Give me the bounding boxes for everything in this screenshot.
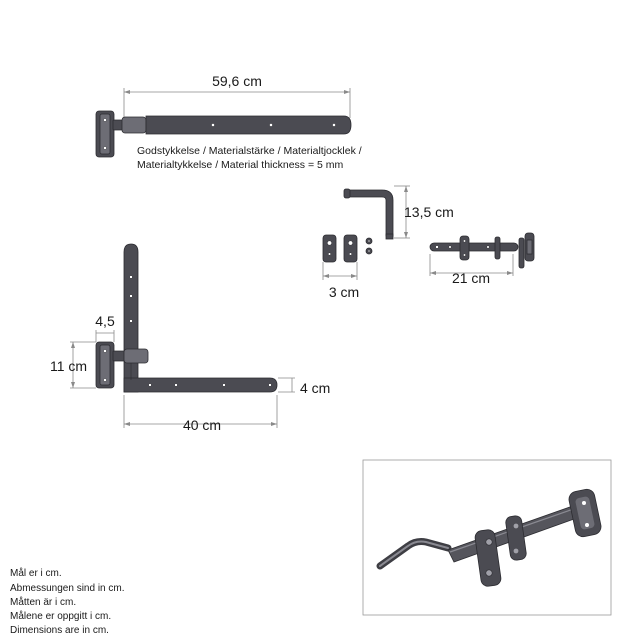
units-note-line2: Abmessungen sind in cm. [10, 583, 125, 594]
angle-hinge-knuckle [124, 349, 148, 363]
angle-horizontal-strap [124, 378, 277, 392]
angle-length-dimension [124, 395, 277, 433]
strap-width-dimension [278, 378, 330, 396]
strap-length-dimension [124, 73, 350, 122]
latch-hook [344, 186, 454, 239]
strap-length-label: 59,6 cm [212, 73, 262, 89]
strap-bar [146, 116, 351, 134]
angle-length-label: 40 cm [182, 417, 222, 433]
angle-hinge [50, 244, 330, 433]
hinge-knuckle [122, 117, 146, 133]
product-photo-inset [363, 460, 611, 615]
units-note-line5: Dimensions are in cm. [10, 625, 109, 636]
units-note-line3: Måtten är i cm. [10, 597, 77, 608]
plate-width-label: 3 cm [328, 284, 360, 300]
bolt-length-label: 21 cm [451, 270, 491, 286]
strap-width-label: 4 cm [300, 380, 331, 396]
bracket-height-label: 11 cm [50, 358, 88, 374]
mounting-plates [323, 235, 372, 300]
strap-hinge-top [96, 73, 362, 171]
latch-height-label: 13,5 cm [404, 204, 454, 220]
thickness-note-line2: Materialtykkelse / Material thickness = 5 mm [137, 159, 344, 171]
plate-width-dimension [323, 262, 359, 300]
bracket-width-dimension [95, 313, 115, 342]
bolt-length-dimension [430, 254, 513, 286]
units-note-line1: Mål er i cm. [10, 568, 62, 579]
mounting-plate-right [344, 235, 357, 262]
thickness-note-line1: Godstykkelse / Materialstärke / Materialtjocklek / [137, 145, 362, 157]
slide-bolt [430, 233, 534, 286]
units-note [10, 567, 125, 636]
bracket-width-label: 4,5 [95, 313, 115, 329]
mounting-plate-left [323, 235, 336, 262]
slide-bolt-bar [430, 243, 518, 251]
latch-height-dimension [394, 186, 454, 238]
units-note-line4: Målene er oppgitt i cm. [10, 611, 112, 622]
latch-hook-rod [348, 190, 393, 236]
bracket-height-dimension [50, 342, 96, 388]
